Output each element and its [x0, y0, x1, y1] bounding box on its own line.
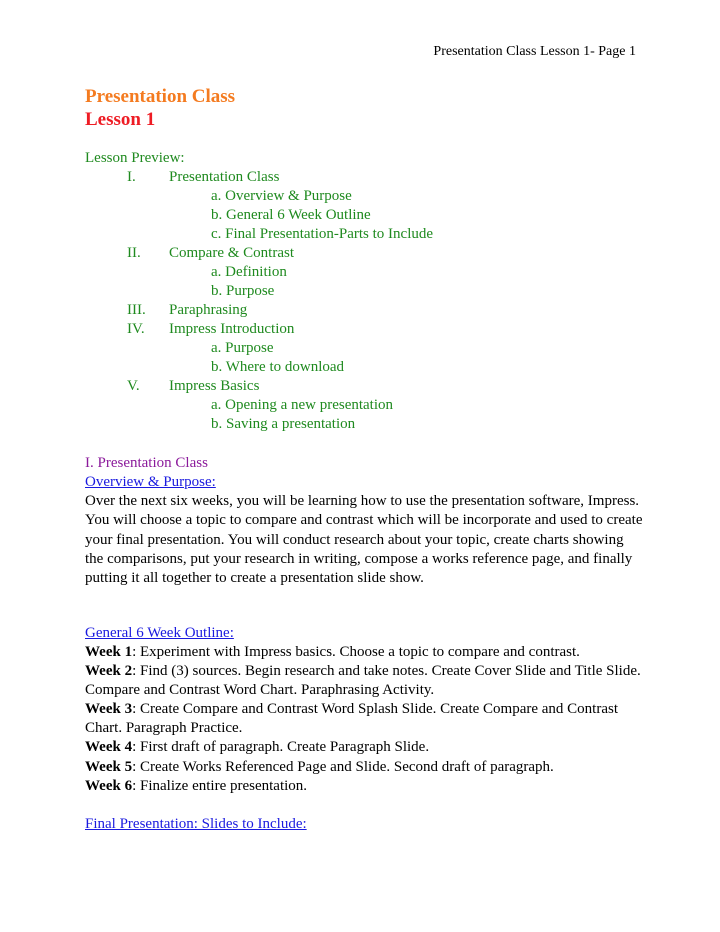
preview-item — [85, 301, 248, 320]
preview-subitem — [85, 282, 275, 301]
week-label: Week 3 — [85, 701, 133, 718]
week-text: : First draft of paragraph. Create Paragraph Slide. — [132, 739, 430, 756]
subitem-label: c. Final Presentation-Parts to Include — [211, 226, 434, 242]
item-number: II. — [127, 245, 141, 261]
section-heading: I. Presentation Class — [85, 455, 208, 471]
final-presentation-link[interactable]: Final Presentation: Slides to Include: — [85, 816, 307, 832]
subitem-label: b. Where to download — [211, 359, 345, 375]
week-label: Week 2 — [85, 663, 133, 680]
item-label: Presentation Class — [169, 169, 280, 185]
week-text: : Experiment with Impress basics. Choose a topic to compare and contrast. — [132, 644, 580, 660]
preview-subitem — [85, 263, 287, 282]
week-outline — [85, 643, 645, 796]
subitem-label: b. Saving a presentation — [211, 416, 356, 432]
preview-heading: Lesson Preview: — [85, 150, 185, 166]
subitem-label: a. Opening a new presentation — [211, 397, 394, 413]
preview-subitem — [85, 415, 356, 434]
week-text: : Finalize entire presentation. — [132, 777, 308, 794]
subitem-label: a. Overview & Purpose — [211, 188, 352, 204]
week-label: Week 6 — [85, 777, 133, 794]
subitem-label: a. Purpose — [211, 340, 274, 356]
preview-subitem — [85, 225, 434, 244]
preview-item — [85, 320, 295, 339]
lesson-preview — [85, 149, 434, 434]
preview-subitem — [85, 187, 352, 206]
week-label: Week 1 — [85, 644, 133, 660]
preview-subitem — [85, 396, 394, 415]
preview-subitem — [85, 339, 274, 358]
preview-item — [85, 377, 260, 396]
week-text: : Create Works Referenced Page and Slide. Second draft of paragraph. — [132, 758, 554, 775]
item-label: Impress Basics — [169, 378, 260, 394]
overview-link[interactable]: Overview & Purpose: — [85, 474, 216, 490]
item-number: V. — [127, 378, 140, 394]
outline-link[interactable]: General 6 Week Outline: — [85, 625, 234, 641]
week-entry — [85, 662, 645, 700]
subitem-label: b. Purpose — [211, 283, 275, 299]
week-entry — [85, 700, 645, 738]
item-label: Compare & Contrast — [169, 245, 294, 261]
preview-item — [85, 244, 294, 263]
item-number: I. — [127, 169, 136, 185]
lesson-number: Lesson 1 — [85, 109, 156, 130]
preview-subitem — [85, 206, 371, 225]
subitem-label: b. General 6 Week Outline — [211, 207, 371, 223]
item-number: III. — [127, 302, 146, 318]
overview-paragraph: Over the next six weeks, you will be learning how to use the presentation software, Impress. You will choose a topic to compare and contrast which will be incorporate and used to create your final presentation. You will conduct research about your topic, create charts showing the comparisons, put your research in writing, compose a works reference page, and finally putting it all together to create a presentation slide show. — [85, 493, 643, 587]
week-label: Week 5 — [85, 758, 133, 775]
week-entry — [85, 777, 645, 796]
week-label: Week 4 — [85, 739, 133, 756]
week-text: : Find (3) sources. Begin research and take notes. Create Cover Slide and Title Slide. Compare and Contrast Word Chart. Paraphrasing Activity. — [85, 663, 641, 699]
item-label: Paraphrasing — [169, 302, 248, 318]
subitem-label: a. Definition — [211, 264, 287, 280]
item-label: Impress Introduction — [169, 321, 295, 337]
week-entry — [85, 738, 645, 757]
week-entry — [85, 758, 645, 777]
document-title: Presentation Class — [85, 86, 236, 107]
item-number: IV. — [127, 321, 145, 337]
preview-subitem — [85, 358, 345, 377]
page-header: Presentation Class Lesson 1- Page 1 — [433, 44, 636, 59]
preview-item — [85, 168, 280, 187]
week-text: : Create Compare and Contrast Word Splash Slide. Create Compare and Contrast Chart. Paragraph Practice. — [85, 701, 619, 737]
week-entry — [85, 643, 645, 662]
